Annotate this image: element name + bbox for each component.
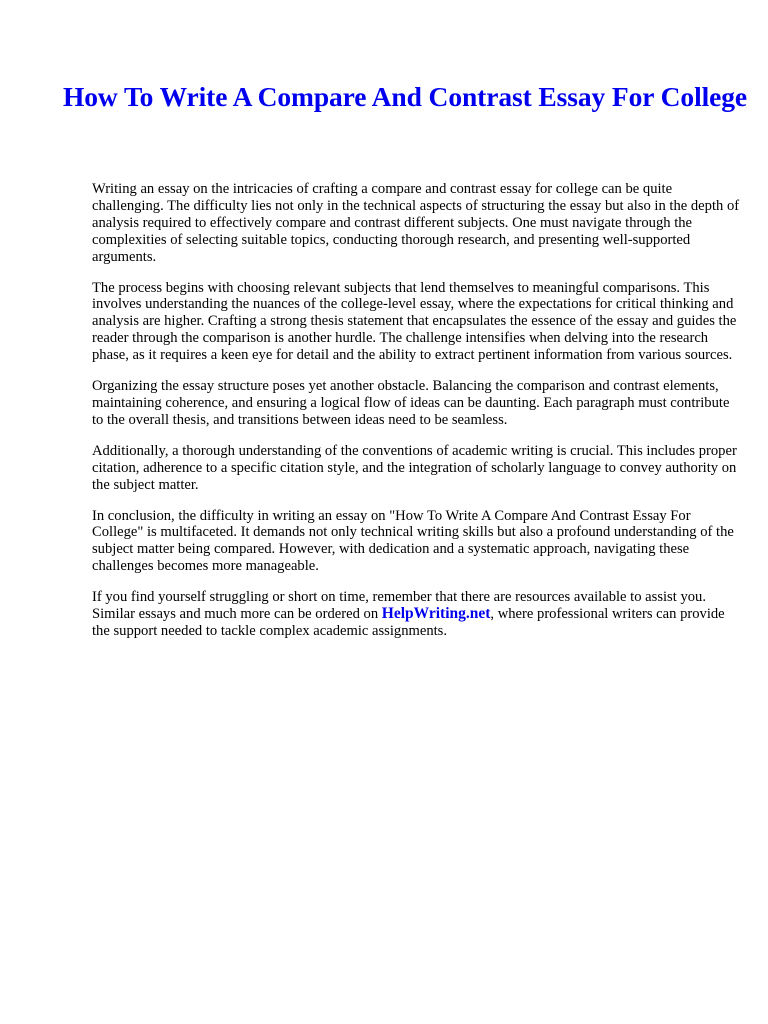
- paragraph-process: The process begins with choosing relevant subjects that lend themselves to meaningful comparisons. This involves understanding the nuances of the college-level essay, where the expectations for critical thinking and analysis are higher. Crafting a strong thesis statement that encapsulates the essence of the essay and guides the reader through the comparison is another hurdle. The challenge intensifies when delving into the research phase, as it requires a keen eye for detail and the ability to extract pertinent information from various sources.: [92, 279, 737, 364]
- closing-text-after-link: , where professional writers can provide the support needed to tackle complex academic assignments.: [92, 606, 725, 639]
- document-body: [92, 181, 742, 654]
- paragraph-conclusion: In conclusion, the difficulty in writing an essay on "How To Write A Compare And Contrast Essay For College" is multifaceted. It demands not only technical writing skills but also a profound understanding of the subject matter being compared. However, with dedication and a systematic approach, navigating these challenges becomes more manageable.: [92, 507, 734, 575]
- document-title: How To Write A Compare And Contrast Essay For College: [62, 81, 748, 112]
- closing-text-before-link: If you find yourself struggling or short on time, remember that there are resources available to assist you. Similar essays and much more can be ordered on: [92, 589, 706, 623]
- paragraph-closing: [92, 589, 742, 640]
- paragraph-intro: Writing an essay on the intricacies of crafting a compare and contrast essay for college can be quite challenging. The difficulty lies not only in the technical aspects of structuring the essay but also in the depth of analysis required to effectively compare and contrast different subjects. One must navigate through the complexities of selecting suitable topics, conducting thorough research, and presenting well-supported arguments.: [92, 181, 740, 265]
- paragraph-structure: Organizing the essay structure poses yet another obstacle. Balancing the comparison and contrast elements, maintaining coherence, and ensuring a logical flow of ideas can be daunting. Each paragraph must contribute to the overall thesis, and transitions between ideas need to be seamless.: [92, 378, 730, 428]
- helpwriting-link[interactable]: HelpWriting.net: [381, 605, 491, 623]
- paragraph-conventions: Additionally, a thorough understanding of the conventions of academic writing is crucial. This includes proper citation, adherence to a specific citation style, and the integration of scholarly language to convey authority on the subject matter.: [92, 442, 737, 493]
